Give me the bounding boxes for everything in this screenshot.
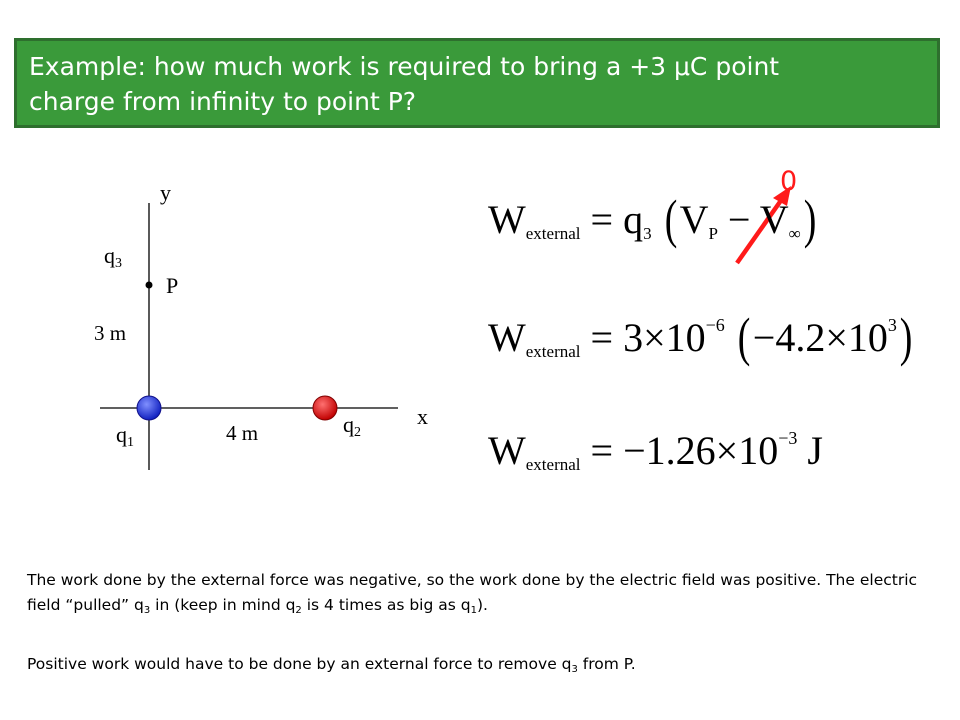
zero-annotation: 0 [780, 166, 798, 197]
equation-2: $W_{external} = 3\times 10^{-6}$ $(-4.2\times 10^3)$ [488, 307, 913, 367]
equation-3: $W_{external} = -1.26\times 10^{-3}$ J [488, 428, 823, 474]
distance-y-label: 3 m [94, 321, 127, 345]
q2-label: q2 [343, 412, 361, 440]
q3-label: q3 [104, 243, 122, 271]
explanation-paragraph-1: The work done by the external force was negative, so the work done by the electric field was positive. The electric field “pulled” $q_3$ in (keep in mind $q_2$ is 4 times as big as $q_1$). [27, 571, 918, 616]
explanation-paragraph-2: Positive work would have to be done by an external force to remove $q_3$ from P. [27, 655, 636, 675]
charge-q2 [313, 396, 337, 420]
point-p-dot [146, 282, 153, 289]
distance-x-label: 4 m [226, 421, 259, 445]
title-line-2: charge from infinity to point P? [29, 87, 417, 116]
x-axis-label: x [417, 404, 428, 429]
y-axis-label: y [160, 180, 171, 205]
charge-q1 [137, 396, 161, 420]
equation-1: $W_{external} = q_3$ $(V_P - V_\infty)$ [488, 189, 817, 249]
q1-label: q1 [116, 422, 134, 450]
point-p-label: P [166, 273, 179, 298]
title-line-1: Example: how much work is required to bring a +3 μC point [29, 52, 780, 81]
